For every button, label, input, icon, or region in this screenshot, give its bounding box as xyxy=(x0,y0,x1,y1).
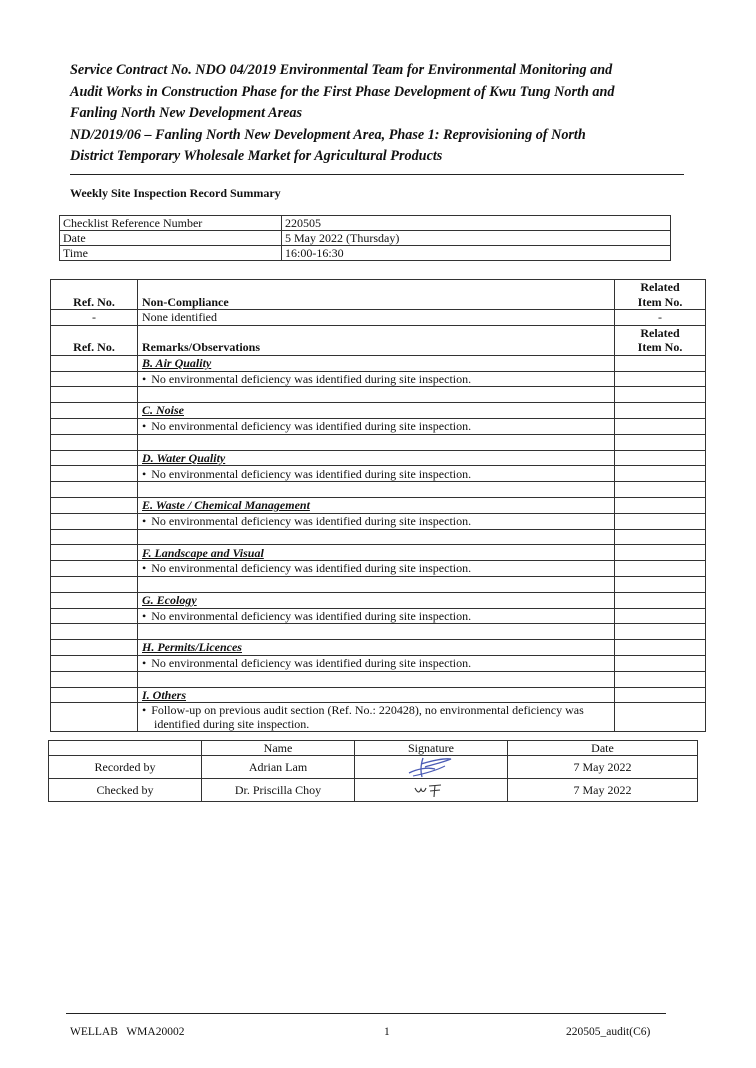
signoff-date: 7 May 2022 xyxy=(508,756,698,779)
section-title: H. Permits/Licences xyxy=(142,640,242,655)
section-title: B. Air Quality xyxy=(142,355,212,370)
section-title-row xyxy=(51,450,706,466)
page-number: 1 xyxy=(384,1026,390,1038)
related-header-line: Related xyxy=(640,325,680,340)
blank-row xyxy=(51,624,706,640)
info-label: Time xyxy=(60,246,282,261)
blank-row xyxy=(51,671,706,687)
header-rule xyxy=(70,174,684,175)
section-text-row xyxy=(51,608,706,624)
remarks-header: Remarks/Observations xyxy=(138,325,615,355)
section-text: • No environmental deficiency was identified during site inspection. xyxy=(138,371,615,387)
related-header-line: Item No. xyxy=(637,294,683,309)
checklist-info-table xyxy=(59,215,671,261)
section-text: • No environmental deficiency was identified during site inspection. xyxy=(138,418,615,434)
footer-rule xyxy=(66,1013,666,1014)
info-row xyxy=(60,231,671,246)
section-text: • No environmental deficiency was identified during site inspection. xyxy=(138,561,615,577)
section-title: E. Waste / Chemical Management xyxy=(142,498,310,513)
section-text-row xyxy=(51,561,706,577)
section-text-row xyxy=(51,703,706,732)
blank-row xyxy=(51,434,706,450)
section-text: • No environmental deficiency was identified during site inspection. xyxy=(138,608,615,624)
signoff-role: Checked by xyxy=(49,779,202,802)
section-title: D. Water Quality xyxy=(142,450,226,465)
footer-left: WELLAB WMA20002 xyxy=(70,1026,185,1038)
section-title: I. Others xyxy=(142,687,187,702)
noncompliance-row xyxy=(51,310,706,326)
title-line: Audit Works in Construction Phase for the First Phase Development of Kwu Tung North and xyxy=(70,83,615,100)
info-row xyxy=(60,246,671,261)
info-label: Date xyxy=(60,231,282,246)
signoff-header-row xyxy=(49,741,698,756)
signature-image xyxy=(355,779,508,802)
title-line: ND/2019/06 – Fanling North New Development Area, Phase 1: Reprovisioning of North xyxy=(70,126,586,143)
related-header-line: Item No. xyxy=(637,340,683,355)
section-text: • No environmental deficiency was identified during site inspection. xyxy=(138,513,615,529)
info-label: Checklist Reference Number xyxy=(60,216,282,231)
signature-image xyxy=(355,756,508,779)
section-text-row xyxy=(51,371,706,387)
signoff-row xyxy=(49,756,698,779)
ref-header: Ref. No. xyxy=(51,280,138,310)
related-header-line: Related xyxy=(640,280,680,294)
name-header: Name xyxy=(202,741,355,756)
blank-row xyxy=(51,482,706,498)
section-title: C. Noise xyxy=(142,403,184,418)
document-title xyxy=(70,60,700,168)
section-title-row xyxy=(51,403,706,419)
noncompliance-text: None identified xyxy=(138,310,615,326)
noncompliance-header: Non-Compliance xyxy=(138,280,615,310)
related-header xyxy=(615,325,706,355)
section-text: • No environmental deficiency was identified during site inspection. xyxy=(138,655,615,671)
related-header xyxy=(615,280,706,310)
info-value: 220505 xyxy=(282,216,671,231)
signoff-role: Recorded by xyxy=(49,756,202,779)
record-subtitle: Weekly Site Inspection Record Summary xyxy=(70,186,281,200)
others-text xyxy=(138,703,615,732)
signoff-date: 7 May 2022 xyxy=(508,779,698,802)
title-line: Fanling North New Development Areas xyxy=(70,105,303,121)
noncompliance-header-row xyxy=(51,280,706,310)
signoff-name: Dr. Priscilla Choy xyxy=(202,779,355,802)
section-text: • No environmental deficiency was identified during site inspection. xyxy=(138,466,615,482)
title-line: District Temporary Wholesale Market for Agricultural Products xyxy=(70,148,443,164)
footer-right: 220505_audit(C6) xyxy=(566,1026,651,1038)
noncompliance-related: - xyxy=(615,310,706,326)
section-title: G. Ecology xyxy=(142,592,197,607)
blank-row xyxy=(51,529,706,545)
inspection-table xyxy=(50,279,706,732)
section-title-row xyxy=(51,592,706,608)
title-line: Service Contract No. NDO 04/2019 Environmental Team for Environmental Monitoring and xyxy=(70,62,613,78)
section-title-row xyxy=(51,545,706,561)
section-text-row xyxy=(51,466,706,482)
section-text-row xyxy=(51,655,706,671)
blank-row xyxy=(51,387,706,403)
signoff-row xyxy=(49,779,698,802)
section-title: F. Landscape and Visual xyxy=(142,545,264,560)
date-header: Date xyxy=(508,741,698,756)
info-row xyxy=(60,216,671,231)
section-title-row xyxy=(51,640,706,656)
noncompliance-ref: - xyxy=(51,310,138,326)
section-title-row xyxy=(51,355,706,371)
handwritten-signature-icon xyxy=(411,780,451,800)
others-text-line: identified during site inspection. xyxy=(154,717,310,732)
remarks-header-row xyxy=(51,325,706,355)
info-value: 5 May 2022 (Thursday) xyxy=(282,231,671,246)
section-text-row xyxy=(51,418,706,434)
section-title-row xyxy=(51,687,706,703)
others-text-line: • Follow-up on previous audit section (Ref. No.: 220428), no environmental deficiency was xyxy=(142,703,584,717)
section-text-row xyxy=(51,513,706,529)
signoff-table xyxy=(48,740,698,802)
info-value: 16:00-16:30 xyxy=(282,246,671,261)
handwritten-signature-icon xyxy=(401,756,461,778)
ref-header: Ref. No. xyxy=(51,325,138,355)
signature-header: Signature xyxy=(355,741,508,756)
blank-row xyxy=(51,576,706,592)
signoff-name: Adrian Lam xyxy=(202,756,355,779)
section-title-row xyxy=(51,497,706,513)
